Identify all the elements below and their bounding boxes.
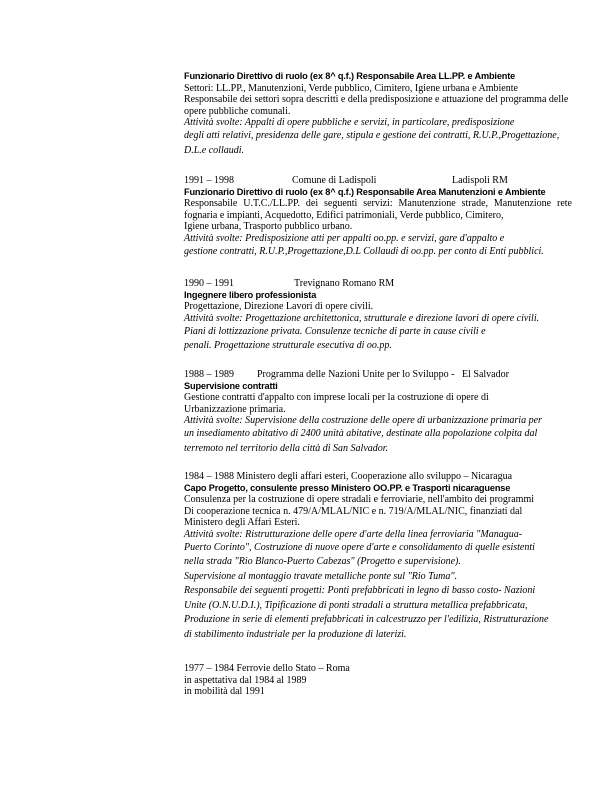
job-description-line: Ministero degli Affari Esteri.	[184, 517, 300, 528]
job-description-line: Di cooperazione tecnica n. 479/A/MLAL/NIC e n. 719/A/MLAL/NIC, finanziati dal	[184, 505, 523, 517]
job-description-line: Settori: LL.PP., Manutenzioni, Verde pubblico, Cimitero, Igiene urbana e Ambiente	[184, 82, 518, 94]
period: 1990 – 1991	[184, 278, 234, 289]
activities-line: Attività svolte: Appalti di opere pubbliche e servizi, in particolare, predisposizione	[184, 117, 515, 128]
activities-line: D.L.e collaudi.	[184, 144, 244, 156]
job-description-line: opere pubbliche comunali.	[184, 105, 291, 117]
activities-line: terremoto nel territorio della città di San Salvador.	[184, 442, 389, 454]
activities-line: Attività svolte: Progettazione architettonica, strutturale e direzione lavori di opere civili.	[184, 312, 540, 324]
job-description-line: Progettazione, Direzione Lavori di opere civili.	[184, 301, 374, 312]
activities-line: penali. Progettazione strutturale esecutiva di oo.pp.	[184, 340, 392, 351]
job-description-line: Responsabile dei settori sopra descritti e della predisposizione e attuazione del programma delle	[184, 94, 569, 105]
activities-line: Attività svolte: Predisposizione atti per appalti oo.pp. e servizi, gare d'appalto e	[184, 232, 505, 244]
location: Ladispoli RM	[452, 175, 508, 186]
activities-line: Unite (O.N.U.D.I.), Tipificazione di ponti stradali a struttura metallica prefabbricata,	[184, 599, 528, 611]
status-line: in mobilità dal 1991	[184, 686, 265, 697]
experience-entry-ladispoli	[184, 175, 572, 259]
period: 1991 – 1998	[184, 175, 234, 186]
activities-line: Attività svolte: Supervisione della costruzione delle opere di urbanizzazione primaria per	[184, 415, 542, 426]
job-title: Funzionario Direttivo di ruolo (ex 8^ q.f.) Responsabile Area LL.PP. e Ambiente	[184, 71, 516, 81]
activities-line: Produzione in serie di elementi prefabbricati in calcestruzzo per l'edilizia, Ristrutturazione	[184, 614, 549, 625]
activities-line: Attività svolte: Ristrutturazione delle opere d'arte della linea ferroviaria "Managua-	[184, 528, 523, 540]
activities-line: Supervisione al montaggio travate metalliche ponte sul "Rio Tuma".	[184, 570, 458, 582]
date-line: 1977 – 1984 Ferrovie dello Stato – Roma	[184, 663, 350, 674]
activities-line: degli atti relativi, presidenza delle gare, stipula e gestione dei contratti, R.U.P.,Progettazione,	[184, 130, 560, 141]
location: Trevignano Romano RM	[294, 278, 395, 289]
experience-entry-el-salvador	[184, 369, 572, 456]
activities-line: di stabilimento industriale per la produzione di laterizi.	[184, 628, 407, 640]
date-line	[184, 175, 572, 187]
job-title: Funzionario Direttivo di ruolo (ex 8^ q.f.) Responsabile Area Manutenzioni e Ambiente	[184, 186, 546, 197]
activities-line: Piani di lottizzazione privata. Consulenze tecniche di parte in cause civili e	[184, 325, 486, 337]
job-title: Ingegnere libero professionista	[184, 289, 317, 300]
experience-entry-area-llpp	[184, 71, 572, 158]
status-line: in aspettativa dal 1984 al 1989	[184, 674, 307, 686]
experience-entry-libero-professionista	[184, 278, 572, 354]
job-description-line: Gestione contratti d'appalto con imprese locali per la costruzione di opere di	[184, 392, 489, 403]
experience-entry-ferrovie	[184, 663, 572, 698]
job-description-line: Igiene urbana, Trasporto pubblico urbano.	[184, 221, 353, 232]
date-line: 1984 – 1988 Ministero degli affari esteri, Cooperazione allo sviluppo – Nicaragua	[184, 471, 513, 482]
job-description-line: Consulenza per la costruzione di opere stradali e ferroviarie, nell'ambito dei programmi	[184, 494, 535, 505]
experience-entry-nicaragua	[184, 471, 572, 642]
date-line	[184, 278, 572, 290]
job-description-line: Urbanizzazione primaria.	[184, 403, 286, 415]
employer: Comune di Ladispoli	[292, 175, 377, 186]
job-title: Capo Progetto, consulente presso Ministero OO.PP. e Trasporti nicaraguense	[184, 482, 511, 493]
date-line	[184, 369, 572, 381]
employer: Programma delle Nazioni Unite per lo Sviluppo -	[257, 369, 455, 380]
activities-line: Puerto Corinto", Costruzione di nuove opere d'arte e consolidamento di quelle esistenti	[184, 541, 535, 553]
activities-line: nella strada "Rio Blanco-Puerto Cabezas" (Progetto e supervisione).	[184, 556, 461, 567]
job-description-line: fognaria e impianti, Acquedotto, Edifici patrimoniali, Verde pubblico, Cimitero,	[184, 209, 504, 221]
activities-line: gestione contratti, R.U.P.,Progettazione,D.L Collaudi di oo.pp. per conto di Enti pubblici.	[184, 245, 544, 257]
period: 1988 – 1989	[184, 369, 234, 380]
location: El Salvador	[462, 369, 509, 380]
activities-line: un insediamento abitativo di 2400 unità abitative, destinate alla popolazione colpita dal	[184, 428, 538, 439]
job-description-line: Responsabile U.T.C./LL.PP. dei seguenti servizi: Manutenzione strade, Manutenzione rete	[184, 198, 572, 209]
job-title: Supervisione contratti	[184, 380, 278, 391]
activities-line: Responsabile dei seguenti progetti: Ponti prefabbricati in legno di basso costo- Nazioni	[184, 585, 536, 596]
